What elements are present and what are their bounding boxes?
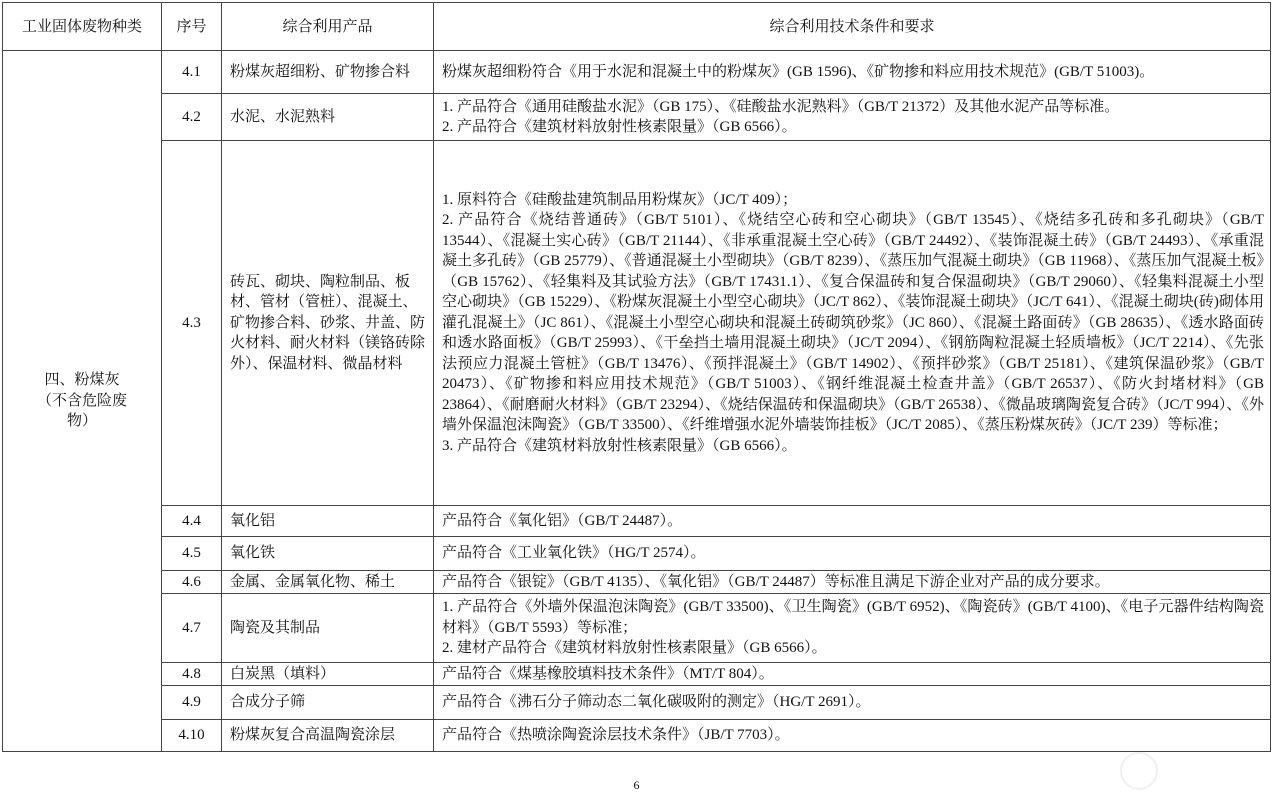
table-row <box>3 141 1271 506</box>
row-number: 4.6 <box>162 571 222 594</box>
row-product: 合成分子筛 <box>222 686 434 720</box>
table-row <box>3 686 1271 720</box>
requirement-line: 粉煤灰超细粉符合《用于水泥和混凝土中的粉煤灰》(GB 1596)、《矿物掺和料应用技术规范》(GB/T 51003)。 <box>442 63 1155 80</box>
row-requirements <box>434 537 1271 571</box>
row-number: 4.4 <box>162 506 222 537</box>
requirement-line: 产品符合《煤基橡胶填料技术条件》（MT/T 804）。 <box>442 665 774 682</box>
row-requirements <box>434 94 1271 141</box>
row-requirements <box>434 571 1271 594</box>
table-row <box>3 571 1271 594</box>
header-product: 综合利用产品 <box>222 3 434 51</box>
row-product: 粉煤灰超细粉、矿物掺合料 <box>222 51 434 94</box>
requirement-line: 产品符合《工业氧化铁》（HG/T 2574）。 <box>442 545 706 562</box>
row-product: 水泥、水泥熟料 <box>222 94 434 141</box>
row-number: 4.7 <box>162 594 222 663</box>
table-row <box>3 51 1271 94</box>
header-requirements: 综合利用技术条件和要求 <box>434 3 1271 51</box>
requirement-line: 2. 产品符合《烧结普通砖》（GB/T 5101）、《烧结空心砖和空心砌块》（GB/T 13545）、《烧结多孔砖和多孔砌块》（GB/T 13544）、《混凝土实心砖》（GB/T 21144）、《非承重混凝土空心砖》（GB/T 24492）、《装饰混凝土砖》（GB/T 24493）、《承重混凝土多孔砖》（GB 25779）、《普通混凝土小型砌块》（GB/T 8239）、《蒸压加气混凝土砌块》（GB 11968）、《蒸压加气混凝土板》（GB 15762）、《轻集料及其试验方法》（GB/T 17431.1）、《复合保温砖和复合保温砌块》（GB/T 29060）、《轻集料混凝土小型空心砌块》（GB 15229）、《粉煤灰混凝土小型空心砌块》（JC/T 862）、《装饰混凝土砌块》（JC/T 641）、《混凝土砌块(砖)砌体用灌孔混凝土》（JC 861）、《混凝土小型空心砌块和混凝土砖砌筑砂浆》（JC 860）、《混凝土路面砖》（GB 28635）、《透水路面砖和透水路面板》（GB/T 25993）、《干垒挡土墙用混凝土砌块》（JC/T 2094）、《钢筋陶粒混凝土轻质墙板》（JC/T 2214）、《先张法预应力混凝土管桩》（GB/T 13476）、《预拌混凝土》（GB/T 14902）、《预拌砂浆》（GB/T 25181）、《建筑保温砂浆》（GB/T 20473）、《矿物掺和料应用技术规范》（GB/T 51003）、《钢纤维混凝土检查井盖》（GB/T 26537）、《防火封堵材料》（GB 23864）、《耐磨耐火材料》（GB/T 23294）、《烧结保温砖和保温砌块》（GB/T 26538）、《微晶玻璃陶瓷复合砖》（JC/T 994）、《外墙外保温泡沫陶瓷》（GB/T 33500）、《纤维增强水泥外墙装饰挂板》（JC/T 2085）、《蒸压粉煤灰砖》（JC/T 239）等标准； <box>442 212 1264 434</box>
header-waste-type: 工业固体废物种类 <box>3 3 162 51</box>
row-number: 4.9 <box>162 686 222 720</box>
table-row <box>3 663 1271 686</box>
requirement-line: 2. 建材产品符合《建筑材料放射性核素限量》（GB 6566）。 <box>442 640 827 657</box>
category-line-2: （不含危险废 <box>36 392 127 409</box>
requirement-line: 产品符合《沸石分子筛动态二氧化碳吸附的测定》（HG/T 2691）。 <box>442 694 871 711</box>
table-row <box>3 506 1271 537</box>
row-number: 4.2 <box>162 94 222 141</box>
table-body <box>3 51 1271 752</box>
table-row <box>3 94 1271 141</box>
table-row <box>3 594 1271 663</box>
header-serial-no: 序号 <box>162 3 222 51</box>
requirement-line: 3. 产品符合《建筑材料放射性核素限量》（GB 6566）。 <box>442 437 797 454</box>
requirement-line: 产品符合《银锭》（GB/T 4135）、《氧化铝》（GB/T 24487）等标准且满足下游企业对产品的成分要求。 <box>442 573 1110 590</box>
table-row <box>3 720 1271 752</box>
table-header-row <box>3 3 1271 51</box>
requirement-line: 1. 产品符合《通用硅酸盐水泥》（GB 175）、《硅酸盐水泥熟料》（GB/T 21372）及其他水泥产品等标准。 <box>442 98 1120 115</box>
row-number: 4.3 <box>162 141 222 506</box>
row-requirements <box>434 663 1271 686</box>
row-requirements <box>434 686 1271 720</box>
row-number: 4.1 <box>162 51 222 94</box>
row-product: 金属、金属氧化物、稀土 <box>222 571 434 594</box>
requirement-line: 产品符合《氧化铝》（GB/T 24487）。 <box>442 512 683 529</box>
row-number: 4.5 <box>162 537 222 571</box>
row-product: 砖瓦、砌块、陶粒制品、板材、管材（管桩）、混凝土、矿物掺合料、砂浆、井盖、防火材料、耐火材料（镁铬砖除外）、保温材料、微晶材料 <box>222 141 434 506</box>
row-product: 氧化铁 <box>222 537 434 571</box>
row-requirements <box>434 506 1271 537</box>
requirement-line: 1. 产品符合《外墙外保温泡沫陶瓷》(GB/T 33500)、《卫生陶瓷》(GB/T 6952)、《陶瓷砖》(GB/T 4100)、《电子元器件结构陶瓷材料》（GB/T 5593）等标准； <box>442 599 1264 636</box>
row-requirements <box>434 51 1271 94</box>
page-number: 6 <box>633 778 640 792</box>
row-product: 氧化铝 <box>222 506 434 537</box>
table-row <box>3 537 1271 571</box>
category-line-3: 物） <box>66 413 97 430</box>
row-requirements <box>434 594 1271 663</box>
row-product: 粉煤灰复合高温陶瓷涂层 <box>222 720 434 752</box>
requirement-line: 2. 产品符合《建筑材料放射性核素限量》（GB 6566）。 <box>442 119 797 135</box>
row-number: 4.10 <box>162 720 222 752</box>
row-product: 白炭黑（填料） <box>222 663 434 686</box>
requirement-line: 1. 原料符合《硅酸盐建筑制品用粉煤灰》（JC/T 409）； <box>442 191 798 208</box>
row-number: 4.8 <box>162 663 222 686</box>
category-line-1: 四、粉煤灰 <box>44 372 120 389</box>
requirement-line: 产品符合《热喷涂陶瓷涂层技术条件》（JB/T 7703）。 <box>442 727 790 744</box>
waste-category-cell <box>3 51 162 752</box>
row-requirements <box>434 720 1271 752</box>
row-requirements <box>434 141 1271 506</box>
row-product: 陶瓷及其制品 <box>222 594 434 663</box>
standards-table <box>2 2 1271 752</box>
